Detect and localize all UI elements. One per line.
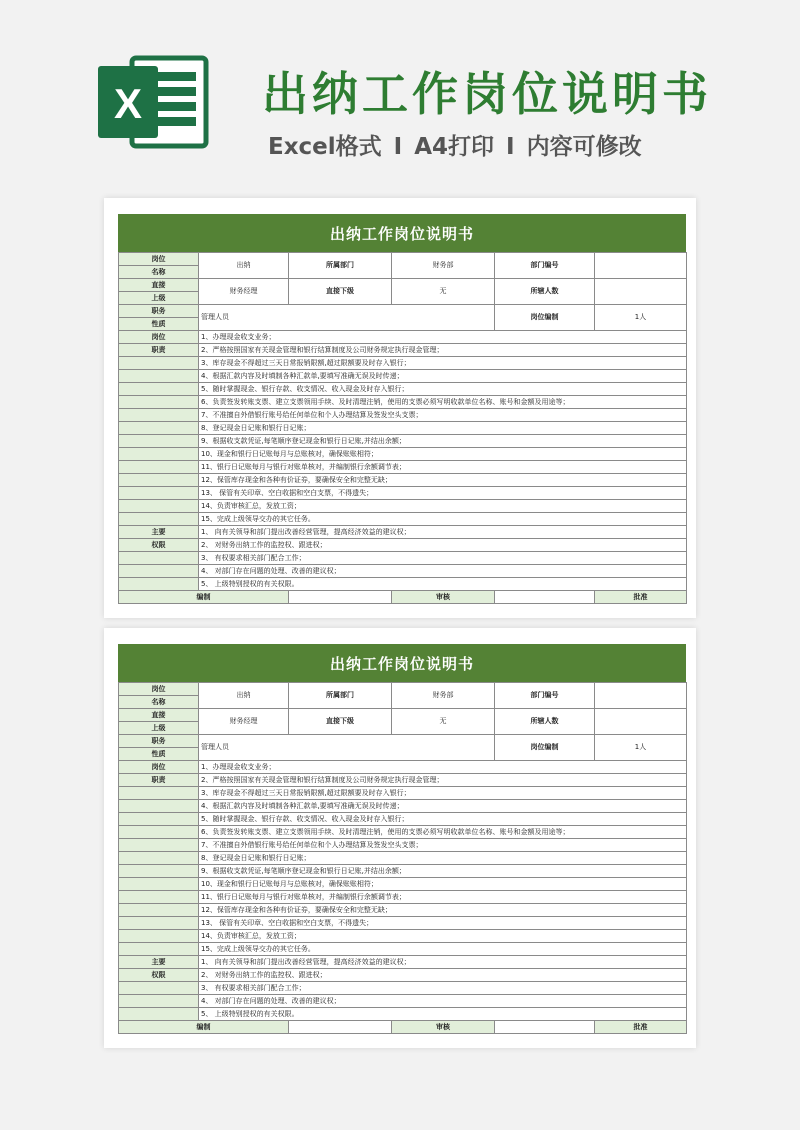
label-spacer [119, 826, 199, 839]
right-item: 4、 对部门存在问题的处理、改善的建议权； [199, 565, 687, 578]
subordinate-value: 无 [392, 279, 495, 305]
duty-item: 14、负责审核汇总，发放工资； [199, 930, 687, 943]
position-label: 名称 [119, 696, 199, 709]
duty-item: 2、严格按照国家有关现金管理和银行结算制度及公司财务规定执行现金管理； [199, 344, 687, 357]
label-spacer [119, 878, 199, 891]
label-spacer [119, 578, 199, 591]
prepared-label: 编制 [119, 1021, 289, 1034]
staff-label: 所辖人数 [495, 709, 595, 735]
duty-item: 6、负责签发转账支票、建立支票领用手续、及时清理注销，使用的支票必须写明收款单位名称、账号和金额及用途等； [199, 826, 687, 839]
duty-item: 2、严格按照国家有关现金管理和银行结算制度及公司财务规定执行现金管理； [199, 774, 687, 787]
label-spacer [119, 513, 199, 526]
label-spacer [119, 839, 199, 852]
dept-no-label: 部门编号 [495, 683, 595, 709]
duties-label: 岗位 [119, 761, 199, 774]
label-spacer [119, 422, 199, 435]
duty-item: 4、根据汇款内容及时填制各种汇款单,要填写准确无误及时传递； [199, 800, 687, 813]
nature-label: 职务 [119, 305, 199, 318]
duties-label: 职责 [119, 344, 199, 357]
superior-value: 财务经理 [199, 709, 289, 735]
label-spacer [119, 500, 199, 513]
right-item: 3、 有权要求相关部门配合工作； [199, 552, 687, 565]
rights-label: 权限 [119, 969, 199, 982]
quota-label: 岗位编制 [495, 735, 595, 761]
label-spacer [119, 930, 199, 943]
banner [0, 0, 800, 190]
duty-item: 13、 保管有关印章、空白收据和空白支票，不得遗失； [199, 487, 687, 500]
label-spacer [119, 487, 199, 500]
label-spacer [119, 904, 199, 917]
reviewed-label: 审核 [392, 591, 495, 604]
position-label: 岗位 [119, 683, 199, 696]
prepared-label: 编制 [119, 591, 289, 604]
staff-label: 所辖人数 [495, 279, 595, 305]
page-title: 出纳工作岗位说明书 [262, 67, 712, 121]
subordinate-label: 直接下级 [289, 709, 392, 735]
right-item: 4、 对部门存在问题的处理、改善的建议权； [199, 995, 687, 1008]
edit-text: 内容可修改 [526, 134, 642, 160]
superior-label: 上级 [119, 722, 199, 735]
position-value: 出纳 [199, 253, 289, 279]
subordinate-label: 直接下级 [289, 279, 392, 305]
label-spacer [119, 357, 199, 370]
label-spacer [119, 891, 199, 904]
duty-item: 1、办理现金收支业务； [199, 331, 687, 344]
duty-item: 12、保管库存现金和各种有价证券，要确保安全和完整无缺； [199, 904, 687, 917]
dept-no-value [595, 253, 687, 279]
label-spacer [119, 800, 199, 813]
nature-label: 职务 [119, 735, 199, 748]
superior-label: 直接 [119, 279, 199, 292]
right-item: 2、 对财务出纳工作的监控权、跟进权； [199, 969, 687, 982]
approved-label: 批准 [595, 1021, 687, 1034]
sheet-title: 出纳工作岗位说明书 [118, 644, 686, 682]
duty-item: 9、根据收支款凭证,每笔顺序登记现金和银行日记账,并结出余额； [199, 865, 687, 878]
sheet-preview-1 [104, 198, 696, 618]
subordinate-value: 无 [392, 709, 495, 735]
label-spacer [119, 995, 199, 1008]
subtitle [268, 128, 642, 161]
superior-value: 财务经理 [199, 279, 289, 305]
duty-item: 14、负责审核汇总，发放工资； [199, 500, 687, 513]
position-label: 名称 [119, 266, 199, 279]
rights-label: 权限 [119, 539, 199, 552]
duty-item: 7、不准擅自外借银行账号给任何单位和个人办理结算及签发空头支票； [199, 839, 687, 852]
duty-item: 8、登记现金日记账和银行日记账； [199, 422, 687, 435]
staff-value [595, 279, 687, 305]
label-spacer [119, 552, 199, 565]
prepared-value [289, 1021, 392, 1034]
label-spacer [119, 370, 199, 383]
duty-item: 5、随时掌握现金、银行存款、收支情况、收入现金及时存入银行； [199, 813, 687, 826]
label-spacer [119, 409, 199, 422]
duty-item: 8、登记现金日记账和银行日记账； [199, 852, 687, 865]
label-spacer [119, 448, 199, 461]
reviewed-label: 审核 [392, 1021, 495, 1034]
duty-item: 11、银行日记账每月与银行对账单核对，并编制银行余额调节表； [199, 461, 687, 474]
excel-letter: X [113, 80, 143, 127]
dept-value: 财务部 [392, 253, 495, 279]
duty-item: 7、不准擅自外借银行账号给任何单位和个人办理结算及签发空头支票； [199, 409, 687, 422]
right-item: 1、 向有关领导和部门提出改善经营管理，提高经济效益的建议权； [199, 956, 687, 969]
print-text: A4打印 [414, 134, 495, 160]
label-spacer [119, 435, 199, 448]
dept-no-label: 部门编号 [495, 253, 595, 279]
reviewed-value [495, 1021, 595, 1034]
quota-label: 岗位编制 [495, 305, 595, 331]
duty-item: 4、根据汇款内容及时填制各种汇款单,要填写准确无误及时传递； [199, 370, 687, 383]
prepared-value [289, 591, 392, 604]
nature-label: 性质 [119, 748, 199, 761]
duty-item: 9、根据收支款凭证,每笔顺序登记现金和银行日记账,并结出余额； [199, 435, 687, 448]
dept-no-value [595, 683, 687, 709]
label-spacer [119, 396, 199, 409]
right-item: 5、 上级特别授权的有关权限。 [199, 1008, 687, 1021]
sheet-title: 出纳工作岗位说明书 [118, 214, 686, 252]
nature-label: 性质 [119, 318, 199, 331]
quota-value: 1人 [595, 305, 687, 331]
rights-label: 主要 [119, 526, 199, 539]
approved-label: 批准 [595, 591, 687, 604]
label-spacer [119, 1008, 199, 1021]
dept-label: 所属部门 [289, 683, 392, 709]
duty-item: 15、完成上级领导交办的其它任务。 [199, 943, 687, 956]
label-spacer [119, 943, 199, 956]
format-text: Excel格式 [268, 134, 382, 160]
reviewed-value [495, 591, 595, 604]
superior-label: 直接 [119, 709, 199, 722]
job-description-table [118, 252, 687, 604]
right-item: 5、 上级特别授权的有关权限。 [199, 578, 687, 591]
label-spacer [119, 565, 199, 578]
duty-item: 5、随时掌握现金、银行存款、收支情况、收入现金及时存入银行； [199, 383, 687, 396]
separator: I [393, 134, 403, 160]
rights-label: 主要 [119, 956, 199, 969]
duties-label: 职责 [119, 774, 199, 787]
separator: I [506, 134, 515, 160]
duty-item: 6、负责签发转账支票、建立支票领用手续、及时清理注销，使用的支票必须写明收款单位名称、账号和金额及用途等； [199, 396, 687, 409]
label-spacer [119, 813, 199, 826]
label-spacer [119, 461, 199, 474]
nature-value: 管理人员 [199, 305, 495, 331]
quota-value: 1人 [595, 735, 687, 761]
duties-label: 岗位 [119, 331, 199, 344]
label-spacer [119, 474, 199, 487]
dept-value: 财务部 [392, 683, 495, 709]
label-spacer [119, 917, 199, 930]
label-spacer [119, 865, 199, 878]
right-item: 1、 向有关领导和部门提出改善经营管理，提高经济效益的建议权； [199, 526, 687, 539]
right-item: 2、 对财务出纳工作的监控权、跟进权； [199, 539, 687, 552]
duty-item: 11、银行日记账每月与银行对账单核对，并编制银行余额调节表； [199, 891, 687, 904]
label-spacer [119, 982, 199, 995]
duty-item: 1、办理现金收支业务； [199, 761, 687, 774]
superior-label: 上级 [119, 292, 199, 305]
label-spacer [119, 852, 199, 865]
duty-item: 10、现金和银行日记账每月与总账核对，确保账账相符； [199, 878, 687, 891]
dept-label: 所属部门 [289, 253, 392, 279]
excel-icon [98, 52, 210, 152]
right-item: 3、 有权要求相关部门配合工作； [199, 982, 687, 995]
sheet-preview-2 [104, 628, 696, 1048]
staff-value [595, 709, 687, 735]
duty-item: 3、库存现金不得超过三天日常报销限额,超过限额要及时存入银行； [199, 787, 687, 800]
duty-item: 3、库存现金不得超过三天日常报销限额,超过限额要及时存入银行； [199, 357, 687, 370]
position-value: 出纳 [199, 683, 289, 709]
label-spacer [119, 383, 199, 396]
duty-item: 15、完成上级领导交办的其它任务。 [199, 513, 687, 526]
job-description-table [118, 682, 687, 1034]
duty-item: 13、 保管有关印章、空白收据和空白支票，不得遗失； [199, 917, 687, 930]
label-spacer [119, 787, 199, 800]
duty-item: 12、保管库存现金和各种有价证券，要确保安全和完整无缺； [199, 474, 687, 487]
position-label: 岗位 [119, 253, 199, 266]
nature-value: 管理人员 [199, 735, 495, 761]
duty-item: 10、现金和银行日记账每月与总账核对，确保账账相符； [199, 448, 687, 461]
